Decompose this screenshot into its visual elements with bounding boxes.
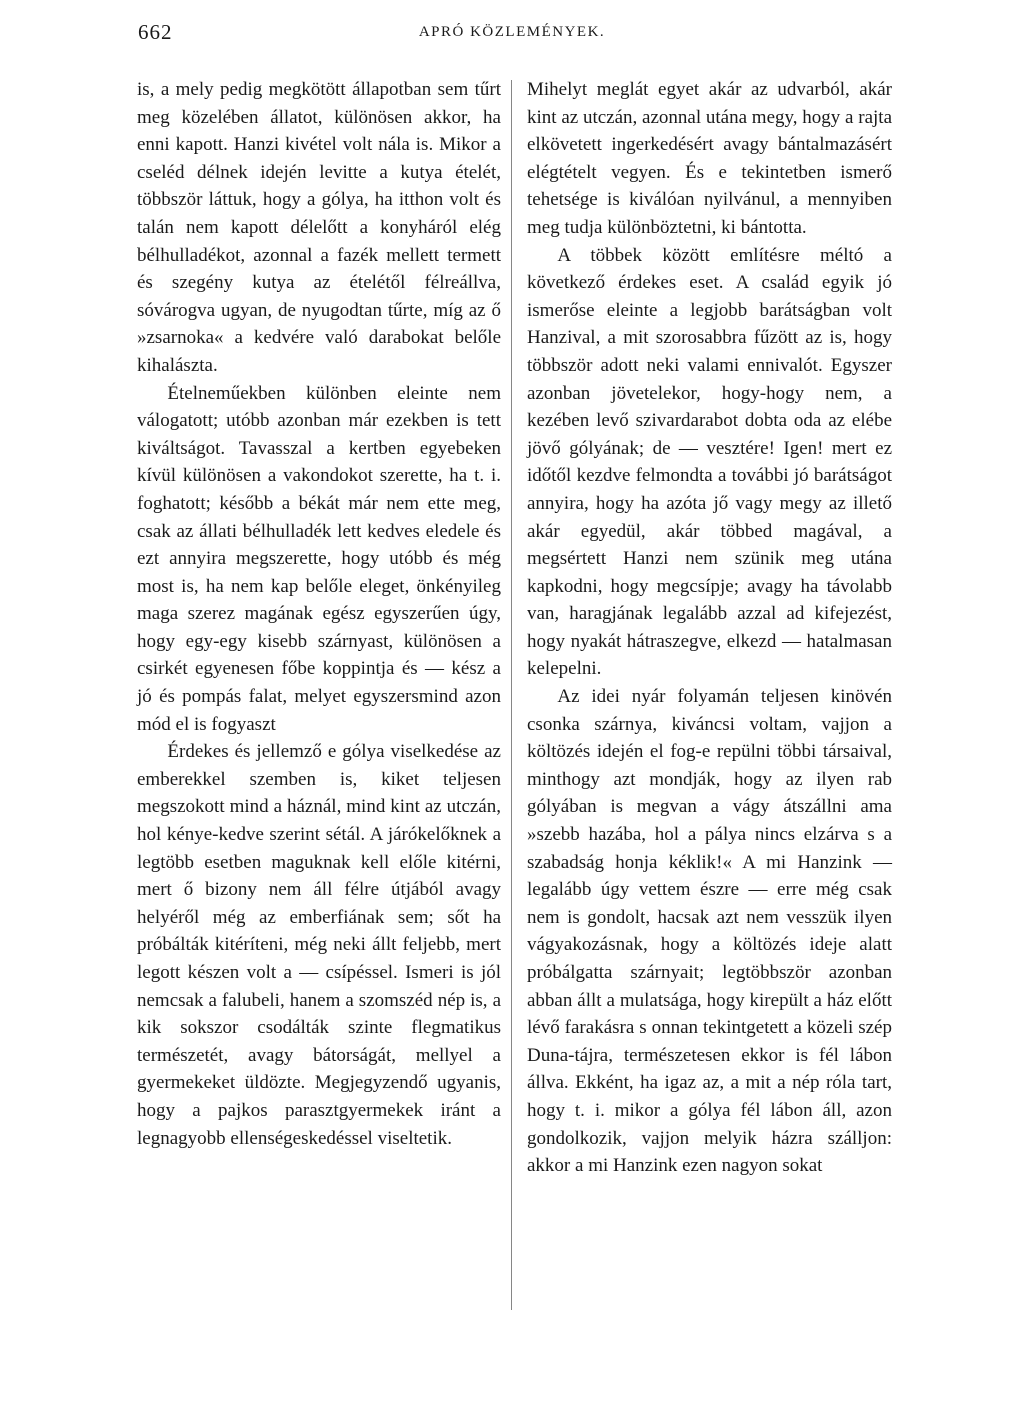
right-paragraph-3: Az idei nyár folyamán teljesen kinövén csonka szárnya, kiváncsi voltam, vajjon a költözés idején el fog-e repülni többi társaival, minthogy azt mondják, hogy az ilyen rab gólyában is megvan a vágy átszállni ama »szebb hazába, hol a pálya nincs elzárva s a szabadság honja kéklik!« A mi Hanzink — legalább úgy vettem észre — erre még csak nem is gondolt, hacsak azt nem vesszük ilyen vágyakozásnak, hogy a költözés ideje alatt próbálgatta szárnyait; legtöbbször azonban abban állt a mulatsága, hogy kirepült a ház előtt lévő farakásra s onnan tekintgetett a közeli szép Duna-tájra, természetesen ekkor is fél lábon állva. Ekként, ha igaz az, a mit a nép róla tart, hogy t. i. mikor a gólya fél lábon áll, azon gondolkozik, vajjon melyik házra szálljon: akkor a mi Hanzink ezen nagyon sokat <box>527 686 892 1177</box>
column-divider <box>511 80 512 1310</box>
left-paragraph-2: Ételneműekben különben eleinte nem válogatott; utóbb azonban már ezekben is tett kiváltságot. Tavasszal a kertben egyebeken kívül különösen a vakondokot szerette, ha t. i. foghatott; később a békát már nem ette meg, csak az állati bélhulladék lett kedves eledele és ezt annyira megszerette, hogy utóbb és még most is, ha nem kap belőle eleget, önkényileg maga szerez magának egész egyszerűen úgy, hogy egy-egy kisebb szárnyast, különösen a csirkét egyenesen főbe koppintja és — kész a jó és pompás falat, melyet egyszersmind azon mód el is fogyaszt <box>137 382 501 735</box>
running-title: APRÓ KÖZLEMÉNYEK. <box>418 24 606 40</box>
right-paragraph-2: A többek között említésre méltó a következő érdekes eset. A család egyik jó ismerőse eleinte a legjobb barátságban volt Hanzival, a mit szorosabbra fűzött az is, hogy többször adott neki valami ennivalót. Egyszer azonban jövetelekor, hogy-hogy nem, a kezében levő szivardarabot dobta oda az elébe jövő gólyának; de — vesztére! Igen! mert ez időtől kezdve felmondta a további jó barátságot annyira, hogy ha azóta jő vagy megy az illető akár egyedül, akár többed magával, a megsértett Hanzi nem szünik meg utána kapkodni, hogy megcsípje; avagy ha távolabb van, haragjának legalább azzal ad kifejezést, hogy nyakát hátraszegve, elkezd — hatalmasan kelepelni. <box>527 244 892 680</box>
page-number: 662 <box>138 20 173 44</box>
left-paragraph-3: Érdekes és jellemző e gólya viselkedése az emberekkel szemben is, kiket teljesen megszokott mind a háznál, mind kint az utczán, hol kénye-kedve szerint sétál. A járókelőknek a legtöbb esetben maguknak kell előle kitérni, mert ő bizony nem áll félre útjából avagy helyéről még az emberfiának sem; sőt ha próbálták kitéríteni, még neki állt feljebb, mert legott készen volt a — csípéssel. Ismeri is jól nemcsak a falubeli, hanem a szomszéd nép is, a kik sokszor csodálták szinte flegmatikus természetét, avagy bátorságát, mellyel a gyermekeket üldözte. Megjegyzendő ugyanis, hogy a pajkos parasztgyermekek iránt a legnagyobb ellenségeskedéssel viseltetik. <box>137 741 501 1149</box>
left-column <box>137 76 501 1152</box>
right-paragraph-1: Mihelyt meglát egyet akár az udvarból, akár kint az utczán, azonnal utána megy, hogy a rajta elkövetett ingerkedésért avagy bántalmazásért elégtételt vegyen. És e tekintetben ismerő tehetsége is kiválóan nyilvánul, a mennyiben meg tudja különböztetni, ki bántotta. <box>527 79 892 238</box>
left-paragraph-1: is, a mely pedig megkötött állapotban sem tűrt meg közelében állatot, különösen akkor, ha enni kapott. Hanzi kivétel volt nála is. Mikor a cseléd délnek idején levitte a kutya ételét, többször láttuk, hogy a gólya, ha itthon volt és talán nem kapott délelőtt a konyháról elég bélhulladékot, azonnal a fazék mellett termett és szegény kutya az ételétől félreállva, sóvárogva ugyan, de nyugodtan tűrte, míg az ő »zsarnoka« a kedvére való darabokat belőle kihalászta. <box>137 79 501 376</box>
right-column <box>527 76 892 1180</box>
